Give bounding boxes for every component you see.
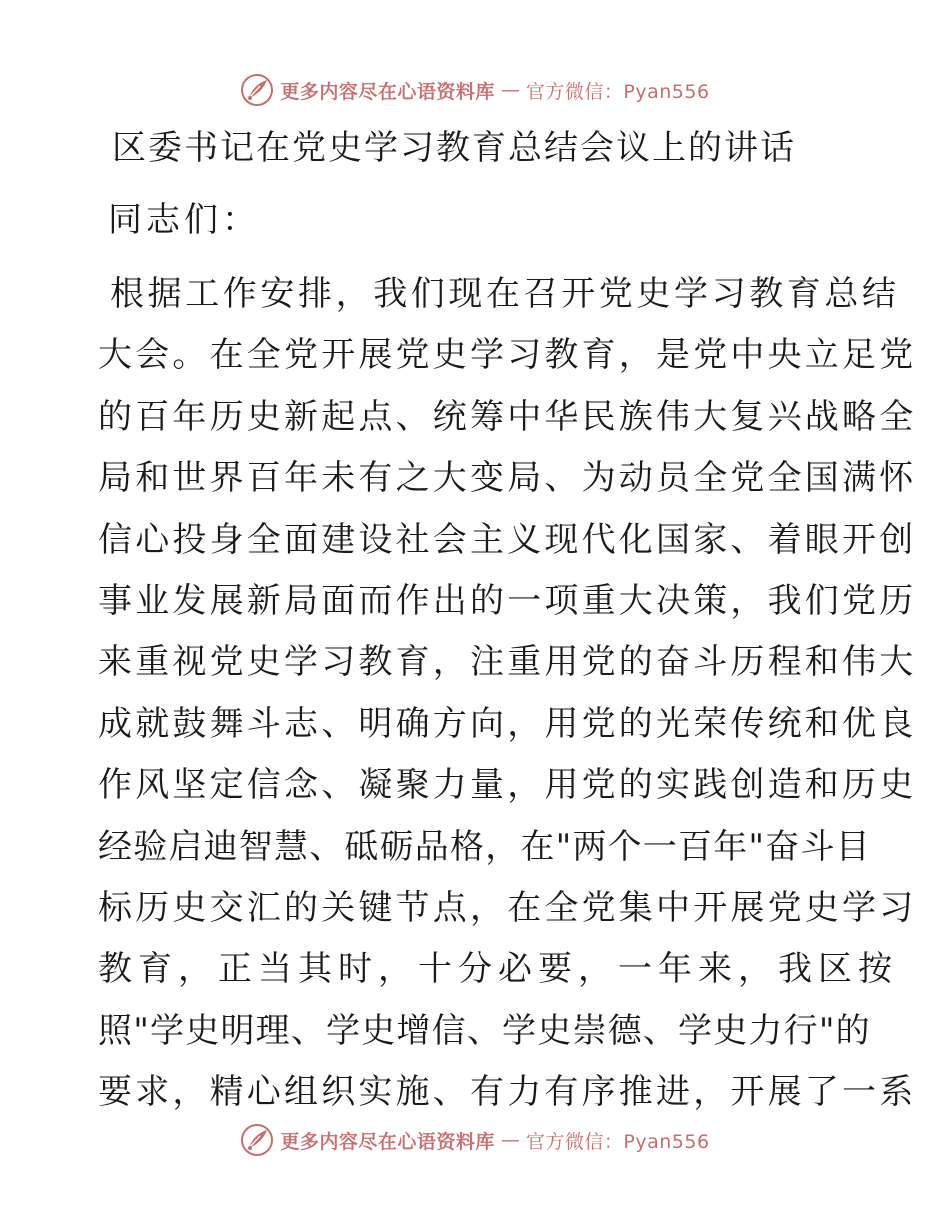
watermark-footer bbox=[0, 1120, 950, 1160]
body-line: 根据工作安排，我们现在召开党史学习教育总结 bbox=[110, 274, 900, 314]
body-line: 经验启迪智慧、砥砺品格，在"两个一百年"奋斗目 bbox=[98, 826, 871, 867]
body-line: 要求，精心组织实施、有力有序推进，开展了一系 bbox=[98, 1072, 917, 1113]
body-line: 教育，正当其时，十分必要，一年来，我区按 bbox=[98, 949, 898, 990]
body-line: 局和世界百年未有之大变局、为动员全党全国满怀 bbox=[98, 458, 917, 499]
body-line: 大会。在全党开展党史学习教育，是党中央立足党 bbox=[98, 335, 917, 376]
body-line: 来重视党史学习教育，注重用党的奋斗历程和伟大 bbox=[98, 642, 917, 683]
document-title: 区委书记在党史学习教育总结会议上的讲话 bbox=[112, 128, 796, 168]
watermark-text: 更多内容尽在心语资料库 bbox=[280, 80, 495, 103]
watermark-text: 更多内容尽在心语资料库 bbox=[280, 1130, 495, 1153]
feather-pen-logo-icon bbox=[240, 1123, 274, 1157]
body-line: 标历史交汇的关键节点，在全党集中开展党史学习 bbox=[98, 887, 917, 928]
body-line: 成就鼓舞斗志、明确方向，用党的光荣传统和优良 bbox=[98, 703, 917, 744]
watermark-header bbox=[0, 70, 950, 110]
body-line: 信心投身全面建设社会主义现代化国家、着眼开创 bbox=[98, 519, 917, 560]
watermark-contact: 官方微信：Pyan556 bbox=[525, 1130, 710, 1153]
salutation: 同志们： bbox=[108, 200, 260, 240]
watermark-separator: — bbox=[500, 79, 520, 101]
body-line: 照"学史明理、学史增信、学史崇德、学史力行"的 bbox=[98, 1010, 871, 1051]
body-line: 事业发展新局面而作出的一项重大决策，我们党历 bbox=[98, 580, 917, 621]
body-paragraph bbox=[98, 264, 917, 1123]
watermark-separator: — bbox=[500, 1129, 520, 1151]
watermark-contact: 官方微信：Pyan556 bbox=[525, 80, 710, 103]
body-line: 的百年历史新起点、统筹中华民族伟大复兴战略全 bbox=[98, 396, 917, 437]
feather-pen-logo-icon bbox=[240, 73, 274, 107]
body-line: 作风坚定信念、凝聚力量，用党的实践创造和历史 bbox=[98, 765, 917, 806]
